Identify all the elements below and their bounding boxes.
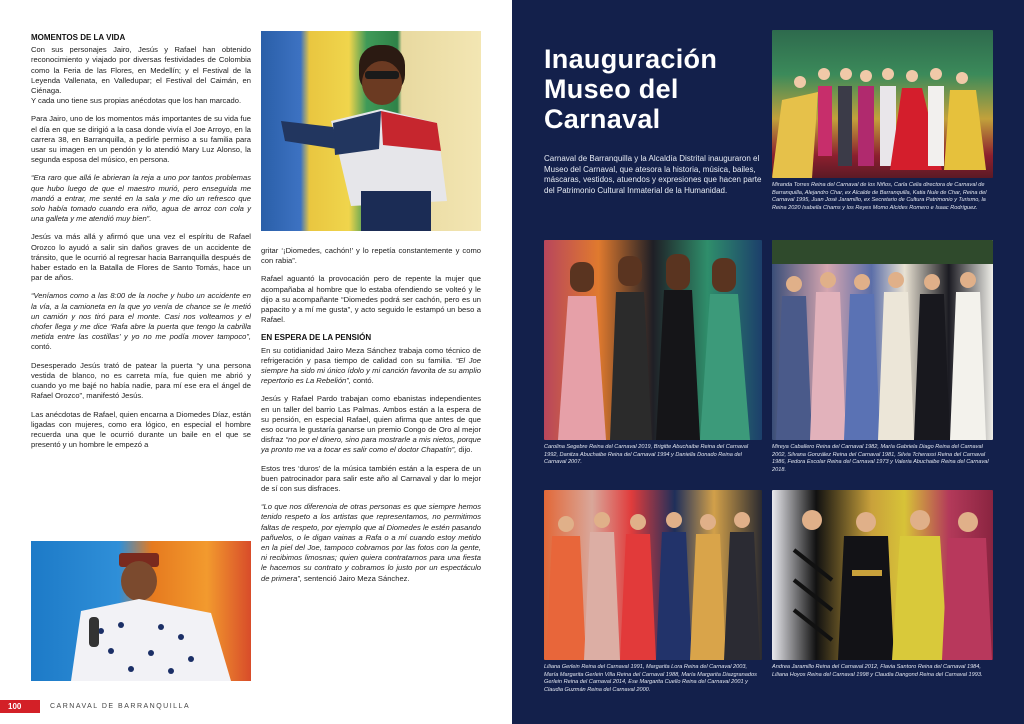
quote-text: “Lo que nos diferencia de otras personas es que siempre hemos tenido respeto a los artistas que representamos, no permitimos faltas de respeto, por ejemplo que al Diomedes le estén pasando pañuelos, o le digan vainas a Rafa o a mí cuando estoy metido en la piel del Joe, tampoco cobramos por las fotos con la gente, ni recibimos limosnas; quien quiera contratarnos para una fiesta le hacemos su contrato y cobramos lo justo por un espectáculo de primera”, (261, 502, 481, 583)
photo-figures (772, 490, 993, 660)
page-number: 100 (0, 700, 40, 713)
footer-publication-title: CARNAVAL DE BARRANQUILLA (50, 703, 191, 710)
text: dijo. (456, 445, 473, 455)
paragraph: Rafael aguantó la provocación pero de repente la mujer que acompañaba al hombre que lo estaba ofendiendo se volteó y le dijo a su acompañante “Diomedes podrá ser cachón, pero es un papacito y a mí me gusta”, y acto seguido le estampó un beso a Rafael. (261, 274, 481, 325)
quote-text: “Veníamos como a las 8:00 de la noche y hubo un accidente en la vía, a la camioneta en la que yo venía de chance se le metió un camión y nos tiró para el monte. Casi nos volteamos y el chofer llega y me dice ‘Rafa abre la puerta que tengo la cabrilla metida entre las costillas’ y yo no me podía mover tampoco”, (31, 291, 251, 342)
quote-paragraph (261, 502, 481, 584)
paragraph: Las anécdotas de Rafael, quien encarna a Diomedes Díaz, están ligadas con mujeres, como era lógico, en especial el hombre recuerda una que le ocurrió durante un baile en el que se presentó y un hombre le empezó a (31, 409, 251, 450)
right-page (512, 0, 1024, 724)
section-heading-momentos: MOMENTOS DE LA VIDA (31, 33, 126, 42)
photo-figures (772, 240, 993, 440)
paragraph (261, 394, 481, 455)
photo-caption: Carolina Segebre Reina del Carnaval 2019, Brigitte Abuchaibe Reina del Carnaval 1992, Danitza Abuchaibe Reina del Carnaval 1994 y Daniella Donado Reina del Carnaval 2007. (544, 444, 749, 466)
photo-figure (31, 541, 251, 681)
paragraph (261, 346, 481, 387)
quote-paragraph (31, 291, 251, 352)
photo-caption: Andrea Jaramillo Reina del Carnaval 2012, Flavia Santoro Reina del Carnaval 1984, Liliana Hoyos Reina del Carnaval 1998 y Claudia Dangond Reina del Carnaval 1993. (772, 664, 983, 678)
paragraph: Desesperado Jesús trató de patear la puerta “y una persona vestida de blanco, no es carreta mía, fue quien me abrió y cuando yo me bajé no había nadie, para mí ese era el ángel de Rafael Orozco”, manifestó Jesús. (31, 360, 251, 401)
photo-queens-group-4 (772, 490, 993, 660)
left-column-2 (261, 246, 481, 592)
quote-attribution: contó. (31, 342, 52, 352)
photo-joe-arroyo-impersonator (261, 31, 481, 231)
photo-figures (544, 490, 762, 660)
paragraph: Estos tres ‘duros’ de la música también están a la espera de un buen patrocinador para salir este año al Carnaval y dar lo mejor de sí con sus disfraces. (261, 463, 481, 494)
quote-text: “El Joe siempre ha sido mi único ídolo y mi canción favorita de su amplio repertorio es La Rebelión”, (261, 355, 481, 386)
photo-figures (544, 240, 762, 440)
section-heading-pension: EN ESPERA DE LA PENSIÓN (261, 333, 372, 343)
paragraph: Para Jairo, uno de los momentos más importantes de su vida fue el día en que se dirigió a la casa donde vivía el Joe Arroyo, en la carrera 38, en Barranquilla, a pedirle permiso a su familia para usar su imagen en un pendón y lo atendió Mary Luz Alonso, la segunda esposa del músico, en persona. (31, 114, 251, 165)
paragraph: gritar ‘¡Diomedes, cachón!’ y lo repetía constantemente y como con rabia”. (261, 246, 481, 266)
text: contó. (350, 376, 374, 386)
quote-paragraph: “Era raro que allá le abrieran la reja a uno por tantos problemas que hubo luego de que el maestro murió, pero enseguida me mandó a entrar, me senté en la sala y me dio un refresco que solo había tomado cuando era niño, agua de arroz con cola y una galleta y me atendió muy bien”. (31, 173, 251, 224)
photo-figures (772, 30, 993, 178)
photo-caption: Liliana Gerlein Reina del Carnaval 1991, Margarita Lora Reina del Carnaval 2003, María Margarita Gerlein Villa Reina del Carnaval 1988, María Margarita Diazgranados Gerlein Reina del Carnaval 2014, Ese Margarita Cuello Reina del Carnaval 2001 y Claudia Guzmán Reina del Carnaval 2000. (544, 664, 757, 693)
left-column-1 (31, 33, 251, 458)
photo-diomedes-impersonator (31, 541, 251, 681)
paragraph: Con sus personajes Jairo, Jesús y Rafael han obtenido reconocimiento y viajado por diversas festividades de Colombia como la Feria de las Flores, en Medellín; y el Festival de la Leyenda Vallenata, en Valledupar; el Festival del Caimán, en Ciénaga. (31, 45, 251, 96)
article-intro: Carnaval de Barranquilla y la Alcaldía Distrital inauguraron el Museo del Carnaval, que atesora la historia, música, bailes, máscaras, vestidos, atuendos y expresiones que hacen parte del Patrimonio Cultural Inmaterial de la Humanidad. (544, 154, 762, 195)
photo-caption: Mireya Caballero Reina del Carnaval 1982, María Gabriela Diago Reina del Carnaval 2002, Silvana González Reina del Carnaval 1981, Silvia Tcherassi Reina del Carnaval 1986, Fedora Escolar Reina del Carnaval 1973 y Valeria Abuchaibe Reina del Carnaval 2018. (772, 444, 989, 473)
page-footer (0, 700, 512, 714)
photo-caption: Miranda Torres Reina del Carnaval de los Niños, Carla Celia directora de Carnaval de Barranquilla, Alejandro Char, ex Alcalde de Barranquilla, Katia Nule de Char, Reina del Carnaval 1995, Juan José Jaramillo, ex Secretario de Cultura Patrimonio y Turismo, la Reina 2020 Isabella Chams y los Reyes Momo Alcides Romero e Isaac Rodríguez. (772, 182, 987, 211)
text: Jesús y Rafael Pardo trabajan como ebanistas independientes en un taller del barrio Las Palmas. Ambos están a la espera de su pensión, en especial Rafael, quien afirma que antes de que eso ocurra le gustaría ganarse un premio Congo de Oro al mejor disfraz (261, 394, 481, 445)
quote-text: “no por el dinero, sino para mostrarle a mis nietos, porque ya pronto me va a tocar es salir como el doctor Chapatín”, (261, 435, 481, 455)
paragraph: Y cada uno tiene sus propias anécdotas que los han marcado. (31, 96, 242, 106)
photo-queens-group-1 (544, 240, 762, 440)
photo-inauguration-group (772, 30, 993, 178)
photo-queens-group-2 (772, 240, 993, 440)
photo-figure (261, 31, 481, 231)
photo-queens-group-3 (544, 490, 762, 660)
article-title: Inauguración Museo del Carnaval (544, 44, 718, 134)
text: En su cotidianidad Jairo Meza Sánchez trabaja como técnico de refrigeración y pasa tiempo de calidad con su familia. (261, 345, 481, 365)
quote-attribution: sentenció Jairo Meza Sánchez. (301, 573, 410, 583)
paragraph: Jesús va más allá y afirmó que una vez el espíritu de Rafael Orozco lo ayudó a salir sin daños graves de un accidente de tránsito, que le ocurrió al regresar hacia Barranquilla después de haber estado en la Batalla de Flores de Santo Tomás, hace un par de años. (31, 232, 251, 283)
